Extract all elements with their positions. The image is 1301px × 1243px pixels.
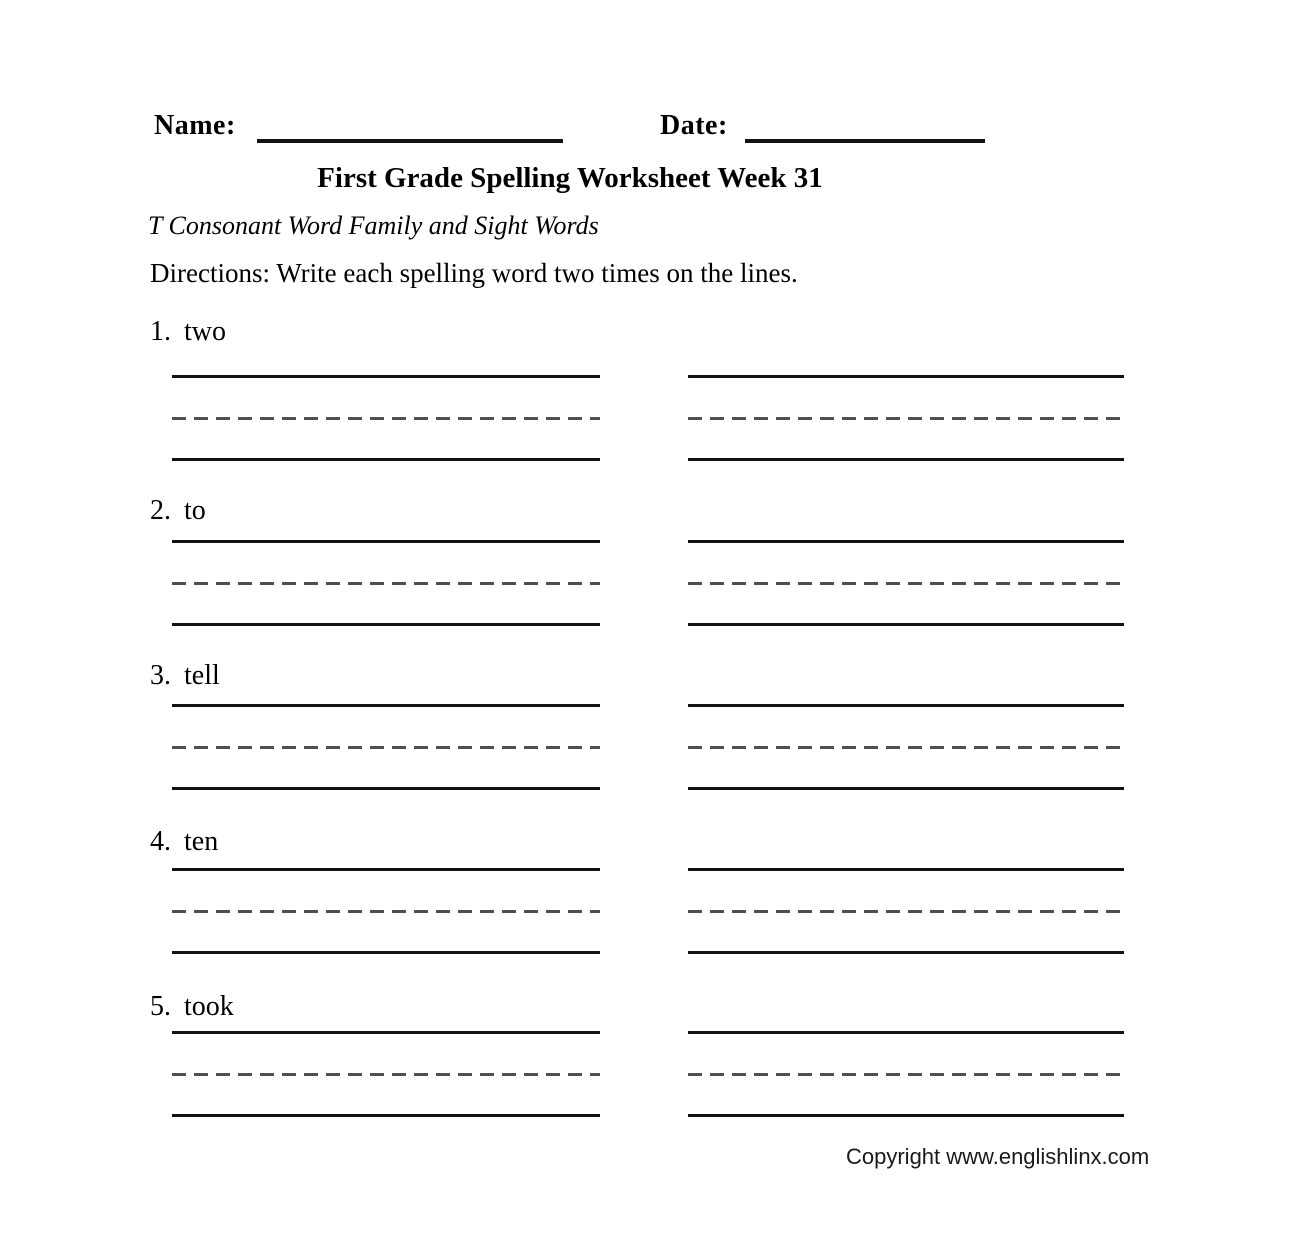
- writing-line-dashed-right: [688, 582, 1124, 585]
- word-text: took: [184, 991, 234, 1022]
- writing-line-solid-right: [688, 868, 1124, 871]
- writing-line-solid-right: [688, 540, 1124, 543]
- spelling-word-item-4: [150, 828, 218, 856]
- writing-line-dashed-right: [688, 1073, 1124, 1076]
- writing-line-solid-left: [172, 623, 600, 626]
- spelling-word-item-5: [150, 993, 234, 1021]
- writing-line-solid-right: [688, 375, 1124, 378]
- worksheet-title: First Grade Spelling Worksheet Week 31: [317, 162, 823, 194]
- writing-line-solid-left: [172, 787, 600, 790]
- name-label: Name:: [154, 110, 236, 141]
- writing-line-dashed-left: [172, 582, 600, 585]
- word-number: 5.: [150, 991, 171, 1022]
- writing-line-solid-left: [172, 951, 600, 954]
- word-number: 2.: [150, 495, 171, 526]
- writing-line-solid-right: [688, 1031, 1124, 1034]
- spelling-word-item-2: [150, 497, 206, 525]
- writing-line-solid-left: [172, 868, 600, 871]
- word-text: ten: [184, 826, 219, 857]
- word-number: 1.: [150, 316, 171, 347]
- writing-line-solid-right: [688, 1114, 1124, 1117]
- writing-line-solid-right: [688, 458, 1124, 461]
- writing-line-solid-right: [688, 623, 1124, 626]
- writing-line-solid-left: [172, 458, 600, 461]
- spelling-word-item-1: [150, 318, 226, 346]
- worksheet-subtitle: T Consonant Word Family and Sight Words: [148, 211, 599, 240]
- writing-line-dashed-right: [688, 417, 1124, 420]
- writing-line-solid-right: [688, 951, 1124, 954]
- writing-line-solid-left: [172, 1114, 600, 1117]
- date-blank-line: [745, 139, 985, 143]
- writing-line-solid-left: [172, 704, 600, 707]
- writing-line-solid-left: [172, 375, 600, 378]
- writing-line-solid-left: [172, 540, 600, 543]
- date-label: Date:: [660, 110, 728, 141]
- writing-line-dashed-left: [172, 1073, 600, 1076]
- directions-text: Directions: Write each spelling word two times on the lines.: [150, 258, 798, 288]
- writing-line-dashed-left: [172, 746, 600, 749]
- writing-line-solid-right: [688, 704, 1124, 707]
- word-text: to: [184, 495, 206, 526]
- writing-line-solid-left: [172, 1031, 600, 1034]
- writing-line-solid-right: [688, 787, 1124, 790]
- word-text: tell: [184, 660, 220, 691]
- writing-line-dashed-right: [688, 746, 1124, 749]
- writing-line-dashed-right: [688, 910, 1124, 913]
- word-number: 3.: [150, 660, 171, 691]
- word-text: two: [184, 316, 226, 347]
- copyright-text: Copyright www.englishlinx.com: [846, 1144, 1150, 1169]
- writing-line-dashed-left: [172, 910, 600, 913]
- writing-line-dashed-left: [172, 417, 600, 420]
- spelling-word-item-3: [150, 662, 220, 690]
- name-blank-line: [257, 139, 563, 143]
- word-number: 4.: [150, 826, 171, 857]
